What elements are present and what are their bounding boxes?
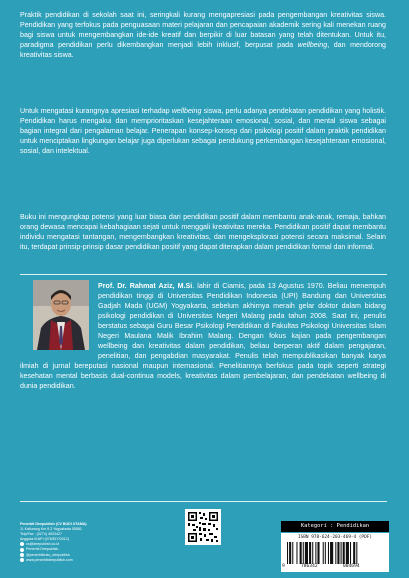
barcode-bar [343,542,345,564]
barcode-bars [287,542,383,564]
barcode-group-1: 786342 [301,564,318,569]
barcode-bar [292,542,293,564]
barcode-bar [296,542,297,564]
publisher-info [20,522,87,563]
publisher-address: Jl. Kaliurang Km.9,3 Yogyakarta 55581 [20,527,82,532]
synopsis-emphasis: wellbeing [297,41,328,49]
barcode-bar [303,542,304,564]
qr-code-icon [185,509,221,545]
author-bio [20,281,386,391]
publisher-instagram: @penerbitbuku_deepublish [20,553,87,558]
web-icon [20,558,24,562]
author-name: Prof. Dr. Rahmat Aziz, M.Si [98,282,193,290]
category-label: Kategori : Pendidikan [281,521,389,532]
synopsis-text: , dan mendorong kreativitas siswa. [20,41,387,59]
publisher-email: cs@deepublish.co.id [20,542,87,547]
barcode-bar [323,542,324,564]
barcode-icon [281,533,389,572]
barcode-bar [325,542,326,564]
synopsis-paragraph-1 [20,10,386,60]
email-icon [20,542,24,546]
barcode-bar [328,542,329,564]
barcode-prefix: 9 [282,564,285,569]
barcode-bar [289,542,291,564]
facebook-icon [20,548,24,552]
barcode-bar [330,542,333,564]
publisher-website: www.penerbitdeepublish.com [20,558,87,563]
isbn-text: ISBN 978-624-203-469-4 (PDF) [297,535,372,540]
author-bio-text: . lahir di Ciamis, pada 13 Agustus 1970. Beliau menempuh pendidikan tinggi di Universitas Pendidikan Indonesia (UPI) Bandung dan Universitas Gadjah Mada (UGM) Yogyakarta, sebelum akhirnya meraih gelar doktor dalam bidang psikologi pendidikan di Universitas Negeri Malang pada tahun 2008. Saat ini, penulis berstatus sebagai Guru Besar Psikologi Pendidikan di Fakultas Psikologi Universitas Islam Negeri Maulana Malik Ibrahim Malang. Dengan fokus kajian pada pengembangan wellbeing dan kreativitas dalam pendidikan, beliau berperan aktif dalam pengajaran, penelitian, dan pengabdian masyarakat. Penulis telah mempublikasikan banyak karya ilmiah di jurnal bereputasi nasional maupun internasional. Penelitiannya berfokus pada topik seperti strategi kesehatan mental berbasis dual-continua models, kreativitas dalam pembelajaran, dan pendekatan wellbeing di dunia pendidikan. [20,282,387,390]
synopsis-text: Praktik pendidikan di sekolah saat ini, seringkali kurang mengapresiasi pada pengembangan kreativitas siswa. Pendidikan yang terfokus pada penguasaan materi pelajaran dan pencapaian akademik sering kali menekan ruang bagi siswa untuk mengembangkan ide-ide kreatif dan berpikir di luar batasan yang telah ditentukan. Untuk itu, paradigma pendidikan perlu dikembangkan menjadi lebih inklusif, berpusat pada [20,11,386,49]
barcode-bar [287,542,288,564]
publisher-name: Penerbit Deepublish (CV BUDI UTAMA) [20,522,87,526]
barcode-bar [309,542,311,564]
barcode-bar [350,542,351,564]
publisher-phone: Telp/Fax : (0274) 4533427 [20,532,62,537]
synopsis-paragraph-2 [20,106,386,156]
bottom-divider [20,501,387,502]
barcode-bar [341,542,342,564]
publisher-facebook: Penerbit Deepublish [20,547,87,552]
publisher-member: Anggota IKAPI (076/DIY/2012) [20,537,69,542]
barcode-bar [346,542,349,564]
barcode-bar [353,542,355,564]
barcode-bar [317,542,319,564]
synopsis-text: siswa, perlu adanya pendekatan pendidikan yang holistik. Pendidikan harus mengakui dan memprioritaskan kesejahteraan emosional, sosial, dan mental siswa sebagai bagian integral dari pengalaman belajar. Penerapan konsep-konsep dari psikologi positif dalam praktik pendidikan untuk menciptakan lingkungan belajar juga diperlukan sebagai pendukung perkembangan kesejahteraan emosional, sosial, dan intelektual. [20,107,387,155]
photo-spacer [20,281,98,353]
barcode-bar [312,542,313,564]
barcode-group-2: 004694 [343,564,360,569]
barcode-bar [335,542,336,564]
barcode-bar [315,542,316,564]
instagram-icon [20,553,24,557]
synopsis-text: Buku ini mengungkap potensi yang luar biasa dari pendidikan positif dalam membantu anak-anak, remaja, bahkan orang dewasa mencapai kebahagiaan sejati untuk menggali kreativitas mereka. Pendidikan positif dapat membantu individu mengatasi tantangan, mengembangkan kreativitas, dan mengeksplorasi potensi secara maksimal. Selain itu, terdapat prinsip-prinsip dasar pendidikan positif yang dapat diterapkan dalam pendidikan formal dan informal. [20,213,386,251]
barcode-bar [305,542,308,564]
synopsis-text: Untuk mengatasi kurangnya apresiasi terhadap [20,107,172,115]
synopsis-paragraph-3 [20,212,386,252]
barcode-bar [337,542,339,564]
top-divider [20,274,387,275]
barcode-bar [300,542,302,564]
synopsis-emphasis: wellbeing [171,107,202,115]
barcode-bar [356,542,357,564]
